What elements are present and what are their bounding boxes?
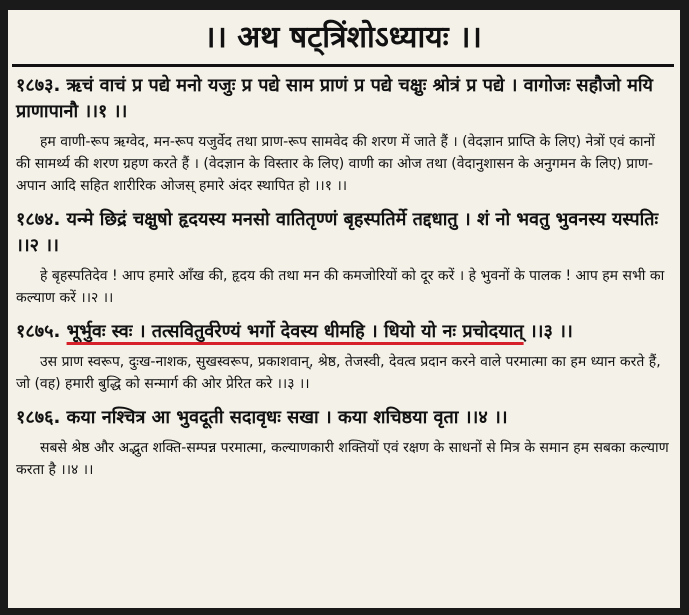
verse-text xyxy=(16,319,670,345)
verse-block-1875 xyxy=(16,319,670,395)
chapter-title: ।। अथ षट्त्रिंशोऽध्यायः ।। xyxy=(204,20,482,55)
verse-end-marker: ।।३ ।। xyxy=(523,321,573,342)
verse-text: १८७६. कया नश्चित्र आ भुवदूती सदावृधः सखा । कया शचिष्ठया वृता ।।४ ।। xyxy=(16,407,508,428)
verse-text: १८७३. ऋचं वाचं प्र पद्ये मनो यजुः प्र पद्ये साम प्राणं प्र पद्ये चक्षुः श्रोत्रं प्र पद्ये । वागोजः सहौजो मयि प्राणापानौ ।।१ ।। xyxy=(16,75,653,122)
verse-block-1876 xyxy=(16,405,670,481)
gayatri-mantra-underlined: भूर्भुवः स्वः । तत्सवितुर्वरेण्यं भर्गो देवस्य धीमहि । धियो यो नः प्रचोदयात् xyxy=(66,321,524,342)
verse-meaning: उस प्राण स्वरूप, दुःख-नाशक, सुखस्वरूप, प्रकाशवान्, श्रेष्ठ, तेजस्वी, देवत्व प्रदान करने वाले परमात्मा का हम ध्यान करते हैं, जो (वह) हमारी बुद्धि को सन्मार्ग की ओर प्रेरित करे ।।३ ।। xyxy=(16,354,661,392)
verse-text: १८७४. यन्मे छिद्रं चक्षुषो हृदयस्य मनसो वातितृण्णं बृहस्पतिर्मे तद्दधातु । शं नो भवतु भुवनस्य यस्पतिः ।।२ ।। xyxy=(16,209,659,256)
scripture-page xyxy=(8,10,680,608)
verse-block-1873 xyxy=(16,73,670,197)
verse-meaning: सबसे श्रेष्ठ और अद्भुत शक्ति-सम्पन्न परमात्मा, कल्याणकारी शक्तियों एवं रक्षण के साधनों से मित्र के समान हम सबका कल्याण करता है ।।४ ।। xyxy=(16,440,669,478)
verse-block-1874 xyxy=(16,207,670,309)
verse-number: १८७५. xyxy=(16,321,61,342)
verse-meaning: हम वाणी-रूप ऋग्वेद, मन-रूप यजुर्वेद तथा प्राण-रूप सामवेद की शरण में जाते हैं । (वेदज्ञान प्राप्ति के लिए) नेत्रों एवं कानों की सामर्थ्य की शरण ग्रहण करते हैं । (वेदज्ञान के विस्तार के लिए) वाणी का ओज तथा (वेदानुशासन के अनुगमन के लिए) प्राण-अपान आदि सहित शारीरिक ओजस् हमारे अंदर स्थापित हो ।।१ ।। xyxy=(16,134,655,194)
title-divider xyxy=(12,64,674,67)
verse-meaning: हे बृहस्पतिदेव ! आप हमारे आँख की, हृदय की तथा मन की कमजोरियों को दूर करें । हे भुवनों के पालक ! आप हम सभी का कल्याण करें ।।२ ।। xyxy=(16,268,665,306)
